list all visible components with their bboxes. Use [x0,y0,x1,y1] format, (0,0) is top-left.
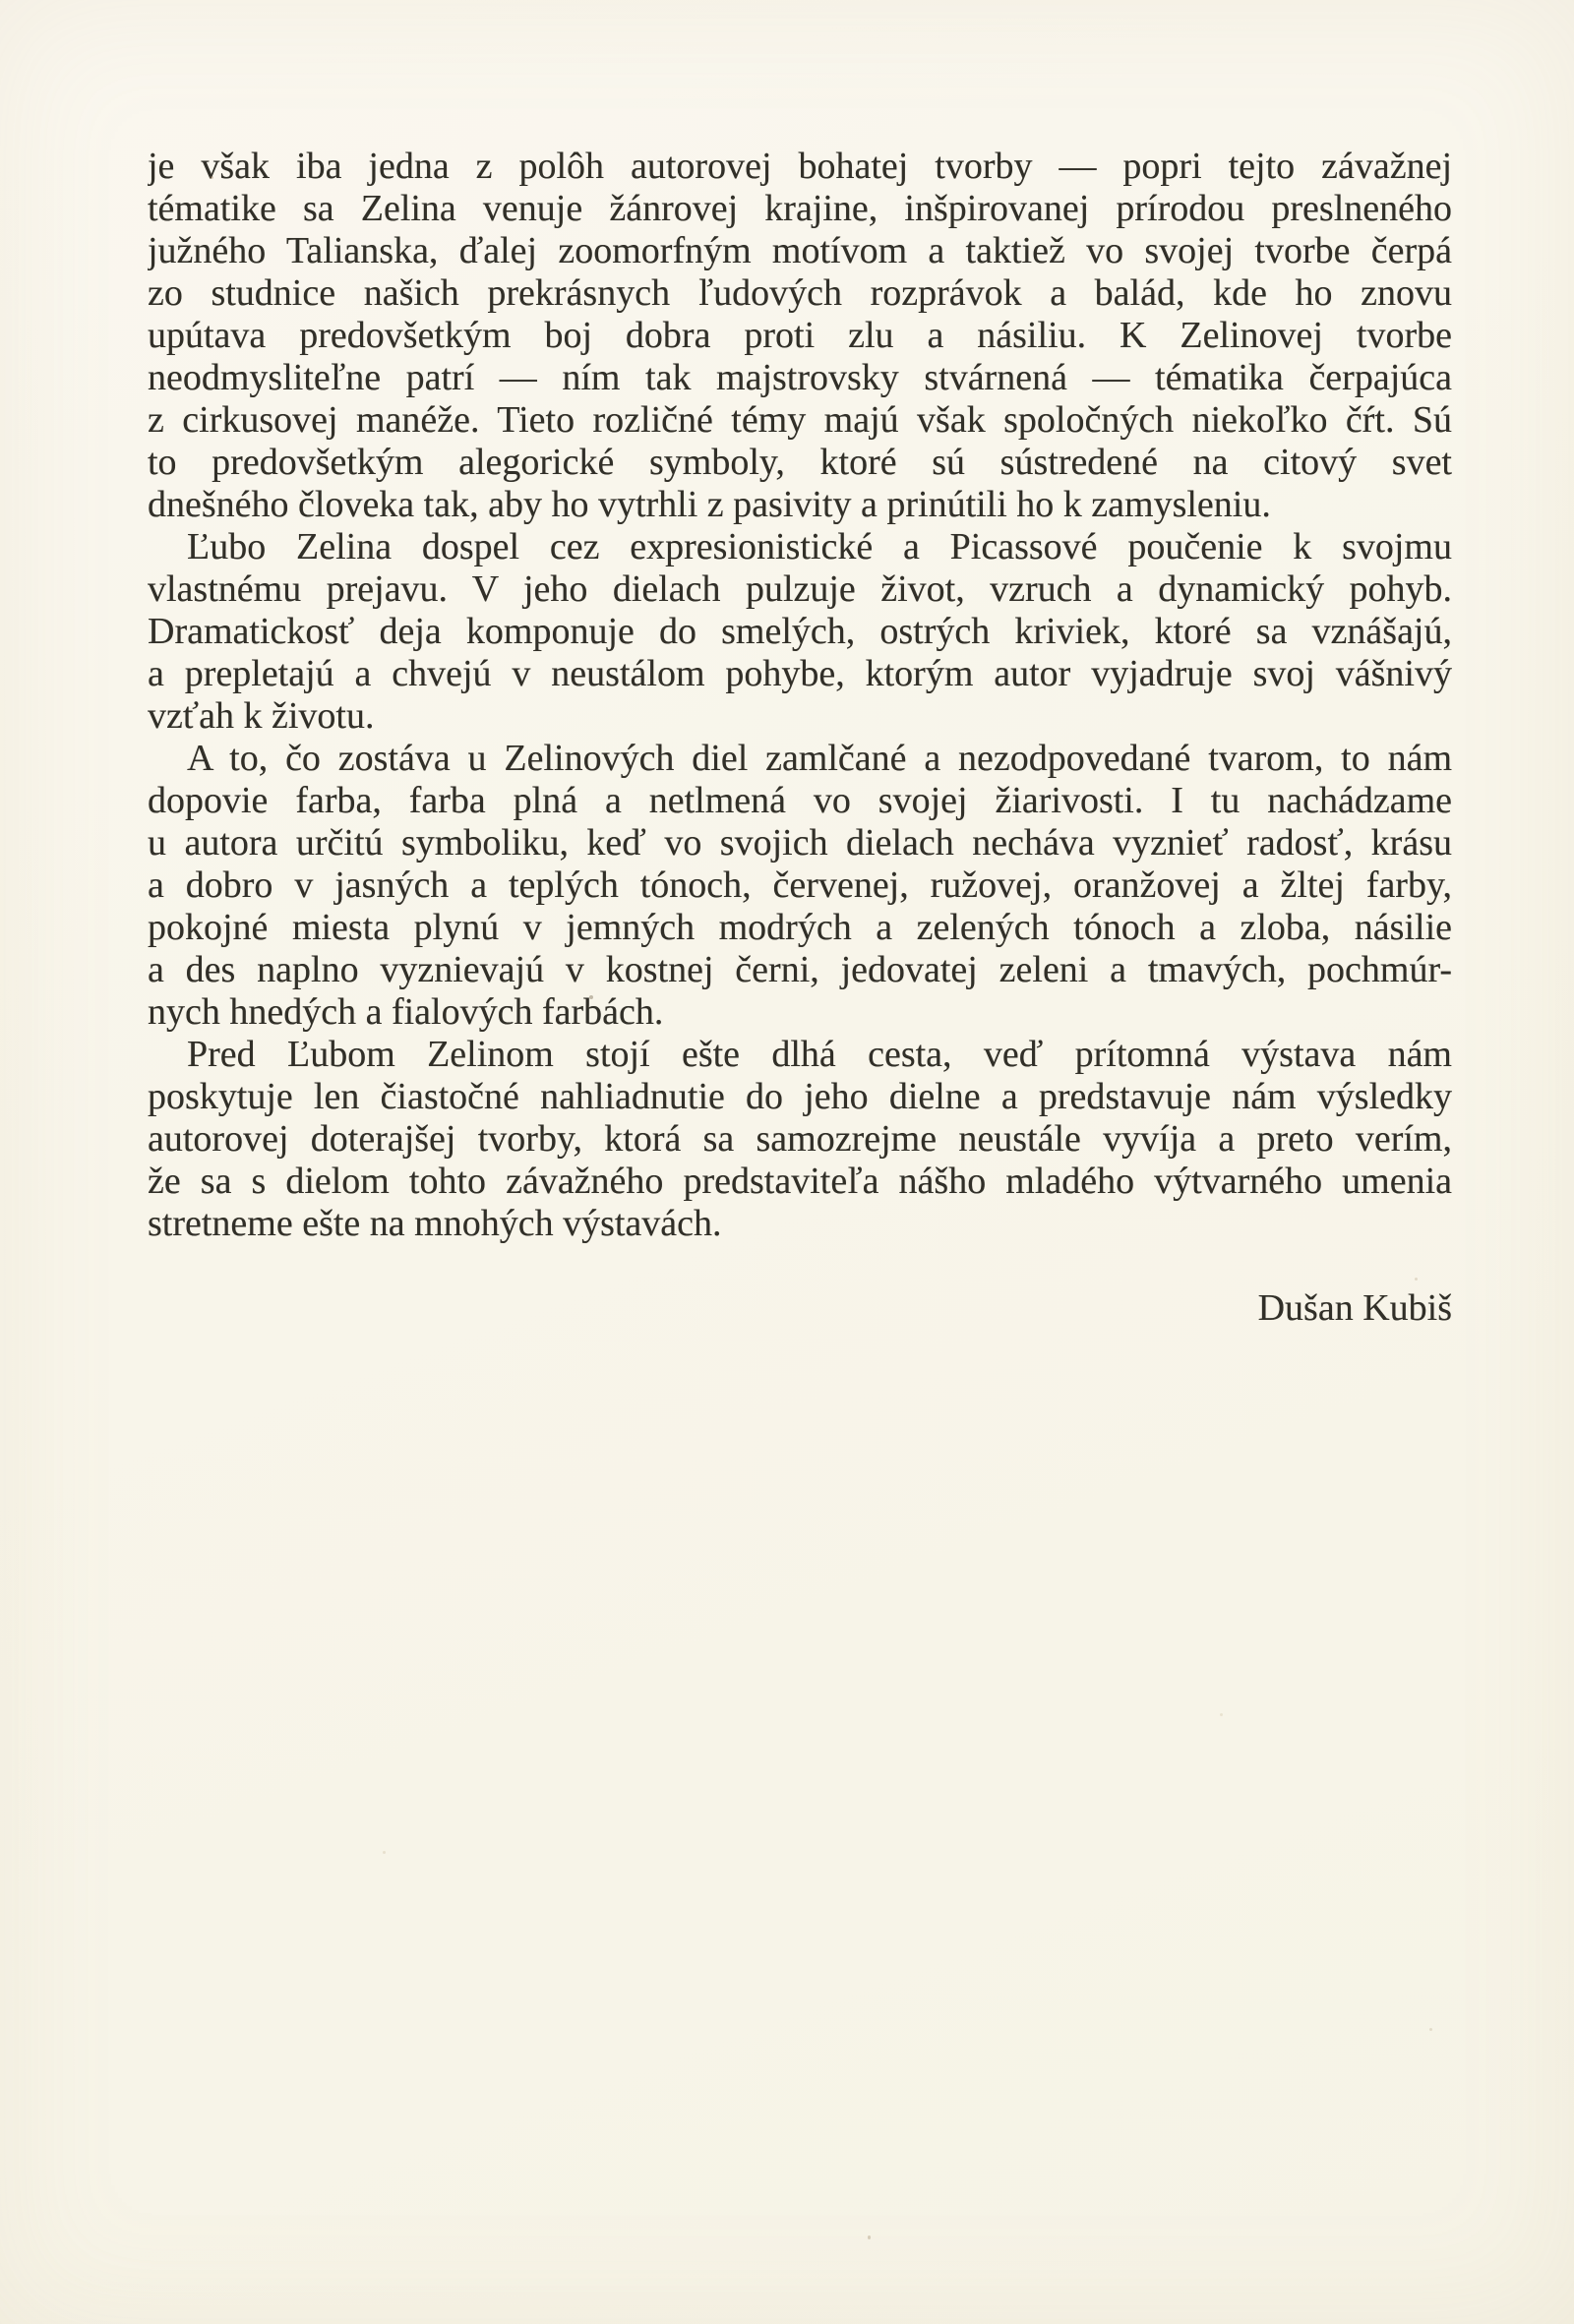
text-line: vlastnému prejavu. V jeho dielach pulzuje život, vzruch a dynamický pohyb. [148,568,1452,610]
paper-speck [383,1851,386,1854]
text-line: to predovšetkým alegorické symboly, ktoré sú sústredené na citový svet [148,442,1452,483]
body-text [148,146,1452,1330]
paper-speck [1220,1713,1223,1716]
text-line: z cirkusovej manéže. Tieto rozličné témy majú však spoločných niekoľko čŕt. Sú [148,399,1452,441]
text-line: Dramatickosť deja komponuje do smelých, ostrých kriviek, ktoré sa vznášajú, [148,611,1452,652]
text-line: zo studnice našich prekrásnych ľudových rozprávok a balád, kde ho znovu [148,272,1452,314]
text-line: a dobro v jasných a teplých tónoch, červenej, ružovej, oranžovej a žltej farby, [148,864,1452,906]
author-signature: Dušan Kubiš [1257,1287,1452,1329]
text-line: Pred Ľubom Zelinom stojí ešte dlhá cesta, veď prítomná výstava nám [187,1034,1452,1075]
text-line: pokojné miesta plynú v jemných modrých a zelených tónoch a zloba, násilie [148,907,1452,948]
text-line: neodmysliteľne patrí — ním tak majstrovsky stvárnená — tématika čerpajúca [148,357,1452,398]
text-line: a des naplno vyznievajú v kostnej černi, jedovatej zeleni a tmavých, pochmúr- [148,949,1452,990]
text-line: a prepletajú a chvejú v neustálom pohybe, ktorým autor vyjadruje svoj vášnivý [148,653,1452,694]
text-line: že sa s dielom tohto závažného predstaviteľa nášho mladého výtvarného umenia [148,1161,1452,1202]
text-line: dnešného človeka tak, aby ho vytrhli z pasivity a prinútili ho k zamysleniu. [148,484,1271,525]
text-line: poskytuje len čiastočné nahliadnutie do jeho dielne a predstavuje nám výsledky [148,1076,1452,1117]
text-line: je však iba jedna z polôh autorovej bohatej tvorby — popri tejto závažnej [148,146,1452,187]
text-line: Ľubo Zelina dospel cez expresionistické a Picassové poučenie k svojmu [187,526,1452,567]
text-line: vzťah k životu. [148,695,375,737]
paper-speck [868,2235,871,2239]
text-line: u autora určitú symboliku, keď vo svojich dielach necháva vyznieť radosť, krásu [148,822,1452,864]
text-line: stretneme ešte na mnohých výstavách. [148,1203,722,1244]
text-line: tématike sa Zelina venuje žánrovej krajine, inšpirovanej prírodou preslneného [148,188,1452,229]
text-line: A to, čo zostáva u Zelinových diel zamlčané a nezodpovedané tvarom, to nám [187,738,1452,779]
text-line: upútava predovšetkým boj dobra proti zlu a násiliu. K Zelinovej tvorbe [148,315,1452,356]
text-line: nych hnedých a fialových farbách. [148,991,664,1033]
text-line: autorovej doterajšej tvorby, ktorá sa samozrejme neustále vyvíja a preto verím, [148,1118,1452,1160]
text-line: dopovie farba, farba plná a netlmená vo svojej žiarivosti. I tu nachádzame [148,780,1452,821]
paper-speck [1429,2028,1432,2031]
text-line: južného Talianska, ďalej zoomorfným motívom a taktiež vo svojej tvorbe čerpá [148,230,1452,271]
